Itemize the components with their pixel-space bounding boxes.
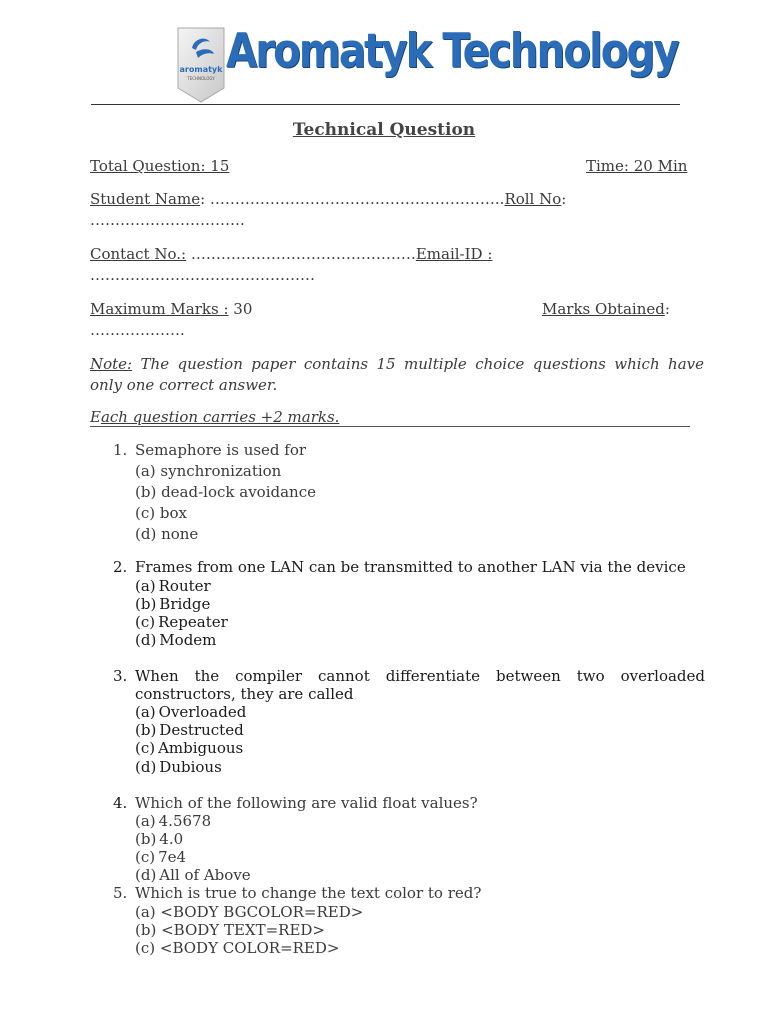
contact-label: Contact No.: bbox=[90, 245, 187, 263]
question-number: 5. bbox=[113, 884, 128, 902]
option-c[interactable]: (c) Repeater bbox=[135, 613, 228, 631]
total-question: Total Question: 15 bbox=[90, 157, 230, 175]
marks-obtained-field[interactable]: ………………. bbox=[90, 321, 185, 339]
option-a[interactable]: (a) synchronization bbox=[135, 462, 282, 480]
option-b[interactable]: (b) <BODY TEXT=RED> bbox=[135, 921, 325, 939]
note-paragraph bbox=[90, 354, 704, 396]
max-marks-value: 30 bbox=[228, 300, 253, 318]
student-name-field[interactable]: : ………………………………………………….. bbox=[200, 190, 505, 208]
option-d[interactable]: (d) none bbox=[135, 525, 199, 543]
marks-per-question-text: ach question carries +2 marks. bbox=[100, 408, 340, 426]
header-logo bbox=[176, 22, 678, 108]
option-b[interactable]: (b) 4.0 bbox=[135, 830, 184, 848]
student-name-line bbox=[90, 190, 566, 208]
page-title: Technical Question bbox=[292, 120, 476, 140]
contact-line bbox=[90, 245, 492, 263]
question-number: 3. bbox=[113, 667, 128, 685]
student-name-label: Student Name bbox=[90, 190, 201, 208]
contact-field[interactable]: ……………………………………… bbox=[186, 245, 416, 263]
option-b[interactable]: (b) Destructed bbox=[135, 721, 244, 739]
marks-obtained-label: Marks Obtained bbox=[542, 300, 665, 318]
question-text: Semaphore is used for bbox=[135, 441, 307, 459]
option-a[interactable]: (a) 4.5678 bbox=[135, 812, 212, 830]
option-b[interactable]: (b) Bridge bbox=[135, 595, 211, 613]
marks-per-question bbox=[90, 408, 690, 427]
question-number: 1. bbox=[113, 441, 128, 459]
svg-text:aromatyk: aromatyk bbox=[179, 65, 223, 74]
max-marks-label: Maximum Marks : bbox=[90, 300, 229, 318]
option-b[interactable]: (b) dead-lock avoidance bbox=[135, 483, 316, 501]
marks-obtained-line bbox=[542, 300, 670, 318]
question-text: When the compiler cannot differentiate between two overloaded bbox=[135, 667, 705, 685]
marks-per-question-prefix: E bbox=[90, 408, 101, 426]
marks-obtained-colon: : bbox=[664, 300, 670, 318]
option-a[interactable]: (a) <BODY BGCOLOR=RED> bbox=[135, 903, 364, 921]
option-c[interactable]: (c) Ambiguous bbox=[135, 739, 244, 757]
option-d[interactable]: (d) Modem bbox=[135, 631, 217, 649]
question-number: 2. bbox=[113, 558, 128, 576]
question-text-cont: constructors, they are called bbox=[135, 685, 354, 703]
roll-colon: : bbox=[561, 190, 567, 208]
svg-text:TECHNOLOGY: TECHNOLOGY bbox=[187, 76, 215, 81]
option-d[interactable]: (d) All of Above bbox=[135, 866, 251, 884]
email-field[interactable]: ……………………………………… bbox=[90, 266, 315, 284]
option-c[interactable]: (c) <BODY COLOR=RED> bbox=[135, 939, 340, 957]
option-d[interactable]: (d) Dubious bbox=[135, 758, 222, 776]
question-text: Frames from one LAN can be transmitted to another LAN via the device bbox=[135, 558, 686, 576]
option-c[interactable]: (c) box bbox=[135, 504, 187, 522]
time-limit: Time: 20 Min bbox=[586, 157, 688, 175]
option-a[interactable]: (a) Overloaded bbox=[135, 703, 247, 721]
note-text: The question paper contains 15 multiple choice questions which have only one correct answer. bbox=[90, 355, 704, 394]
email-label: Email-ID : bbox=[415, 245, 493, 263]
note-label: Note: bbox=[90, 355, 133, 373]
max-marks-line bbox=[90, 300, 252, 318]
roll-no-label: Roll No bbox=[504, 190, 562, 208]
header-divider bbox=[91, 104, 680, 105]
option-c[interactable]: (c) 7e4 bbox=[135, 848, 187, 866]
brand-title: Aromatyk Technology bbox=[226, 24, 678, 79]
option-a[interactable]: (a) Router bbox=[135, 577, 211, 595]
logo-badge-icon bbox=[176, 26, 226, 104]
question-text: Which of the following are valid float values? bbox=[135, 794, 478, 812]
roll-no-field[interactable]: …………………………. bbox=[90, 211, 245, 229]
question-text: Which is true to change the text color to red? bbox=[135, 884, 482, 902]
question-number: 4. bbox=[113, 794, 128, 812]
